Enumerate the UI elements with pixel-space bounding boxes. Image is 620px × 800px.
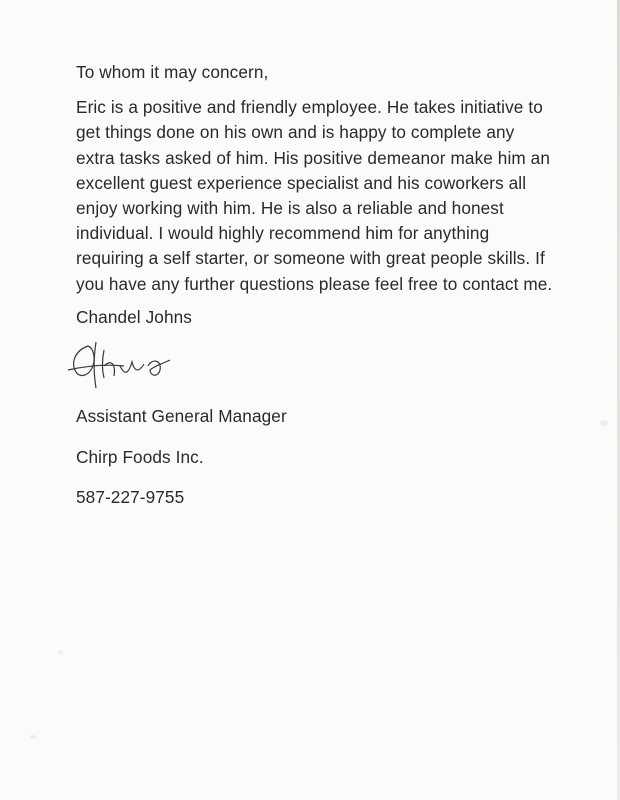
handwritten-signature (66, 336, 196, 398)
signature-icon (66, 336, 196, 398)
phone-number: 587-227-9755 (76, 487, 185, 508)
scan-speck (58, 650, 63, 655)
letter-paragraph: Eric is a positive and friendly employee. He takes initiative to get things done on his own and is happy to complete any extra tasks asked of him. His positive demeanor make him an excellent guest experience specialist and his coworkers all enjoy working with him. He is also a reliable and honest individual. I would highly recommend him for anything requiring a self starter, or someone with great people skills. If you have any further questions please feel free to contact me. (76, 97, 553, 294)
company-name: Chirp Foods Inc. (76, 446, 204, 467)
signer-name: Chandel Johns (76, 306, 192, 327)
scan-speck (30, 735, 36, 739)
scan-speck (600, 420, 608, 426)
salutation: To whom it may concern, (76, 62, 269, 82)
signer-title: Assistant General Manager (76, 406, 287, 427)
letter-body (76, 60, 556, 526)
